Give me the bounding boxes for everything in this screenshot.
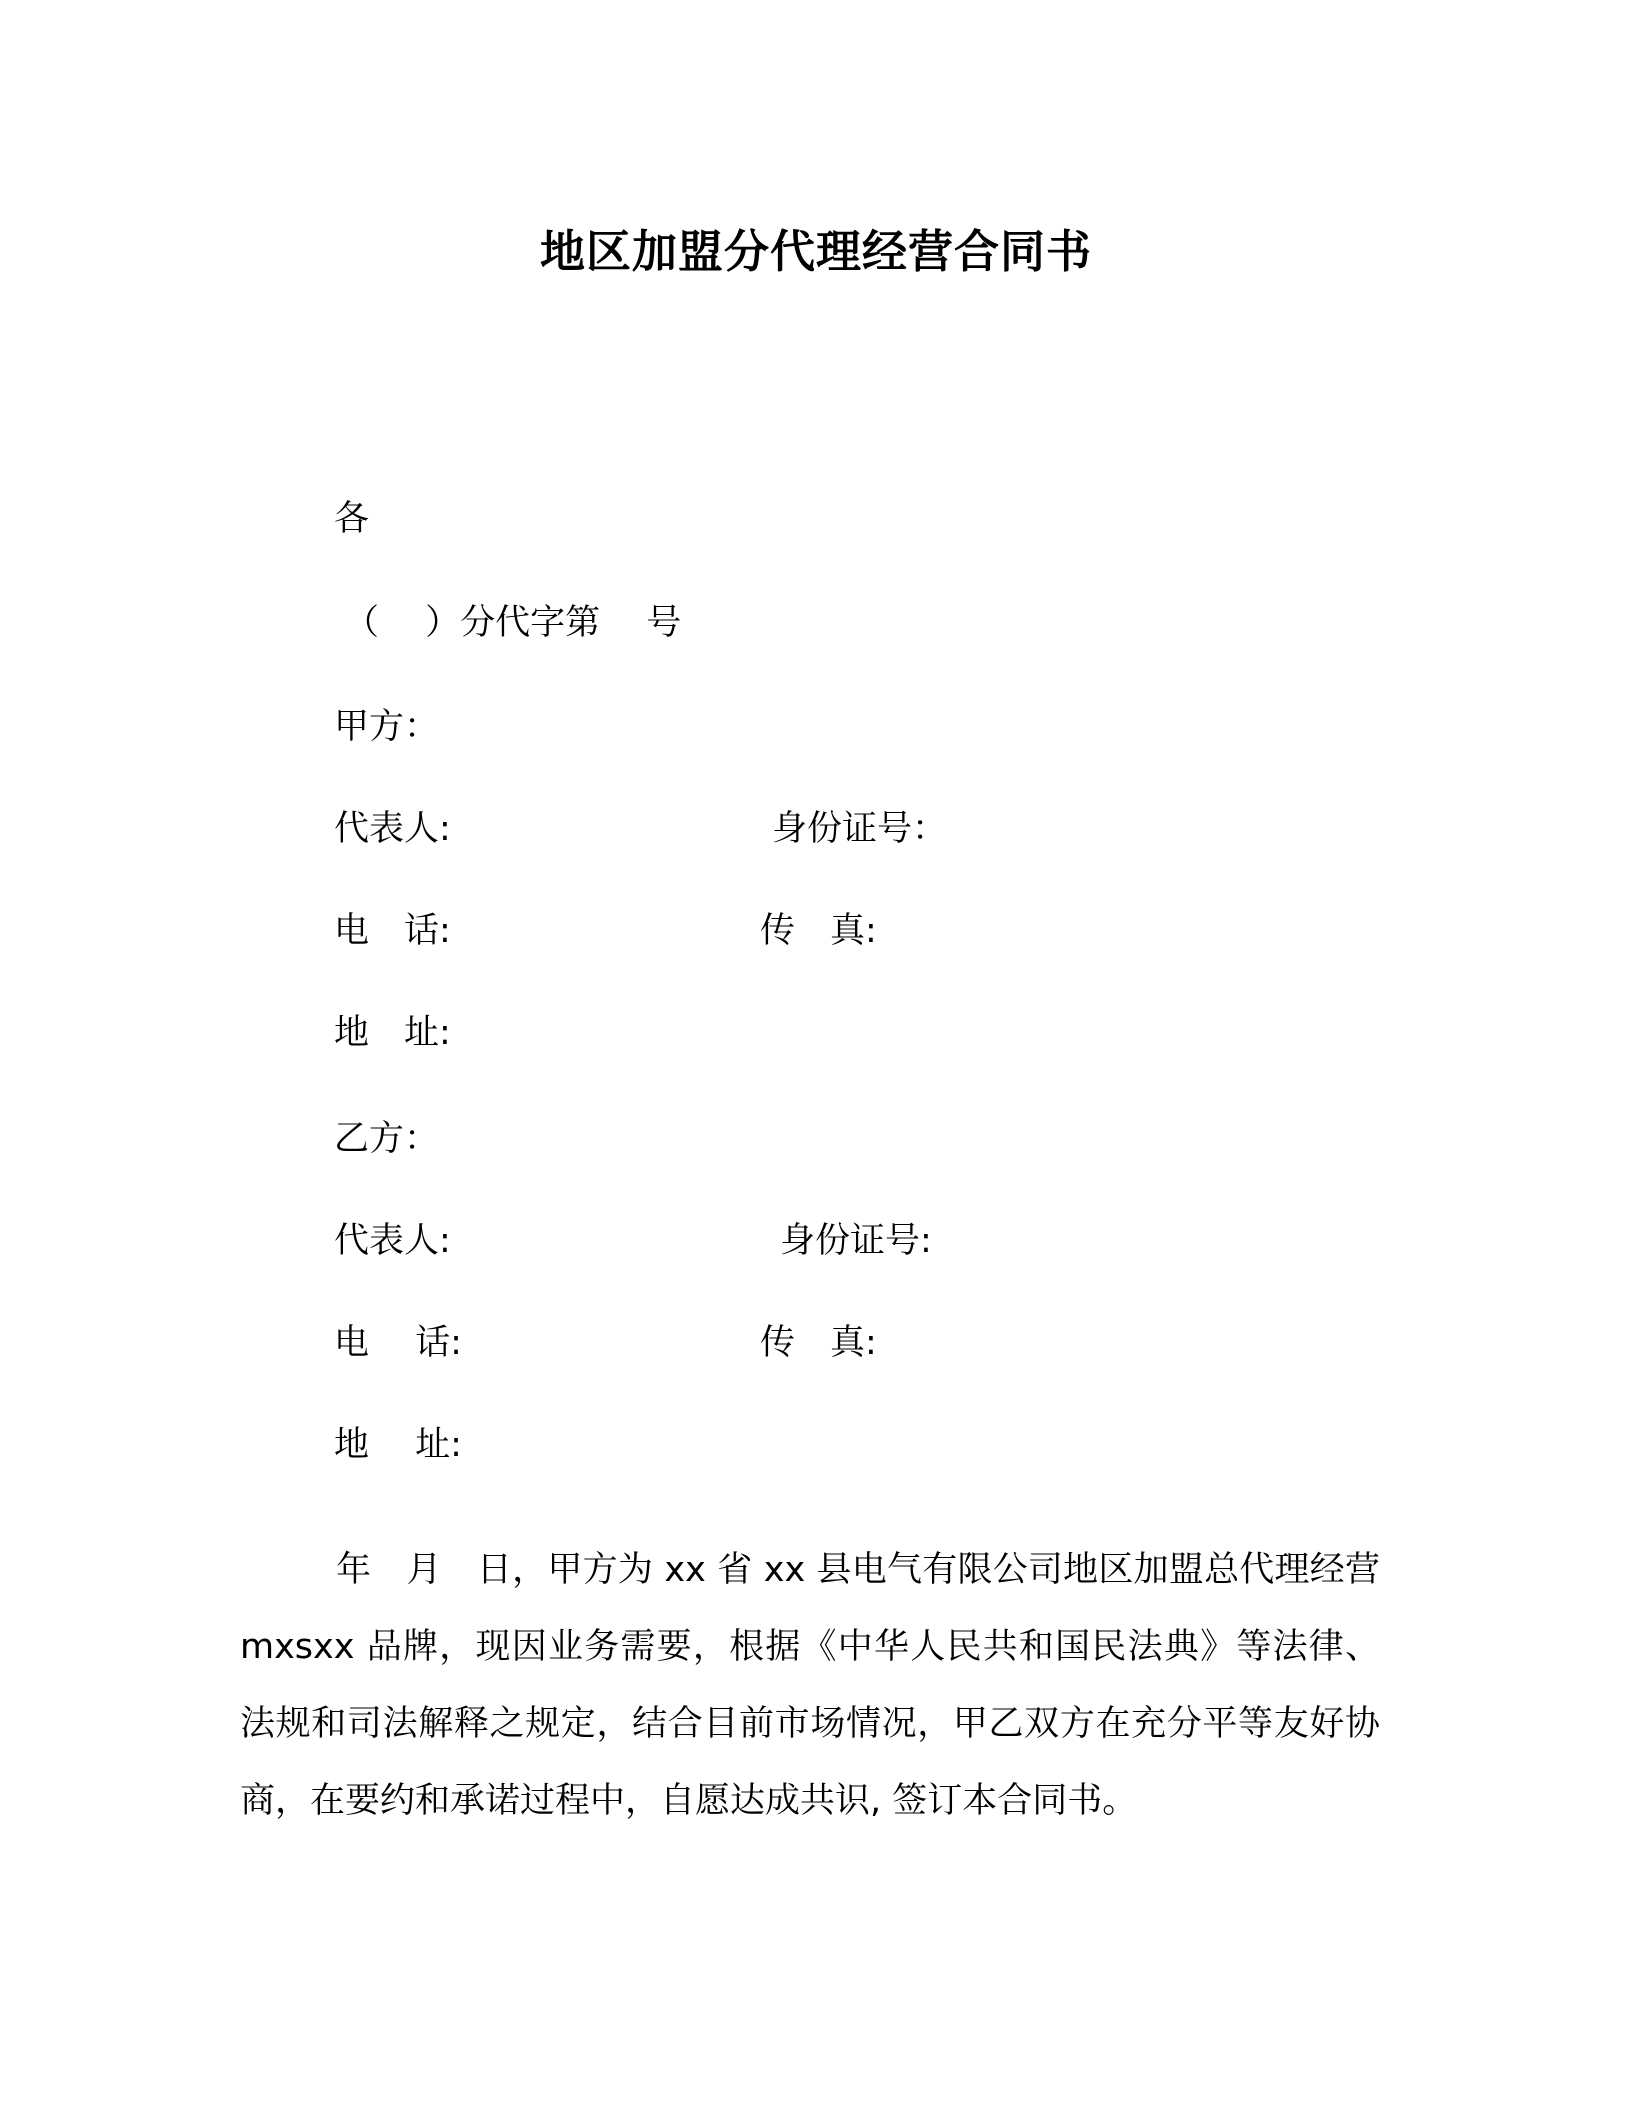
- line-party-b-id-number: 身份证号:: [780, 1221, 932, 1261]
- line-party-b-address: 地 址:: [334, 1425, 462, 1465]
- line-party-b-phone: 电 话:: [334, 1323, 462, 1363]
- line-party-a-address: 地 址:: [334, 1013, 451, 1053]
- line-party-b-fax: 传 真:: [760, 1323, 877, 1363]
- contract-preamble-paragraph: [240, 1532, 1380, 1840]
- line-party-a-representative: 代表人:: [334, 809, 451, 849]
- line-party-a: 甲方：: [334, 707, 440, 747]
- line-party-b-representative: 代表人:: [334, 1221, 451, 1261]
- line-party-a-id-number: 身份证号：: [772, 809, 948, 849]
- line-doc-number: （ ）分代字第 号: [344, 603, 682, 643]
- line-party-b: 乙方：: [334, 1119, 440, 1159]
- line-party-a-fax: 传 真:: [760, 911, 877, 951]
- line-ge: 各: [334, 499, 370, 539]
- contract-preamble-text: 年 月 日，甲方为 xx 省 xx 县电气有限公司地区加盟总代理经营 mxsxx 品牌，现因业务需要，根据《中华人民共和国民法典》等法律、法规和司法解释之规定，结合目前市场情况，甲乙双方在充分平等友好协商，在要约和承诺过程中，自愿达成共识, 签订本合同书。: [240, 1550, 1380, 1821]
- line-party-a-phone: 电 话:: [334, 911, 451, 951]
- document-title: 地区加盟分代理经营合同书: [539, 225, 1092, 278]
